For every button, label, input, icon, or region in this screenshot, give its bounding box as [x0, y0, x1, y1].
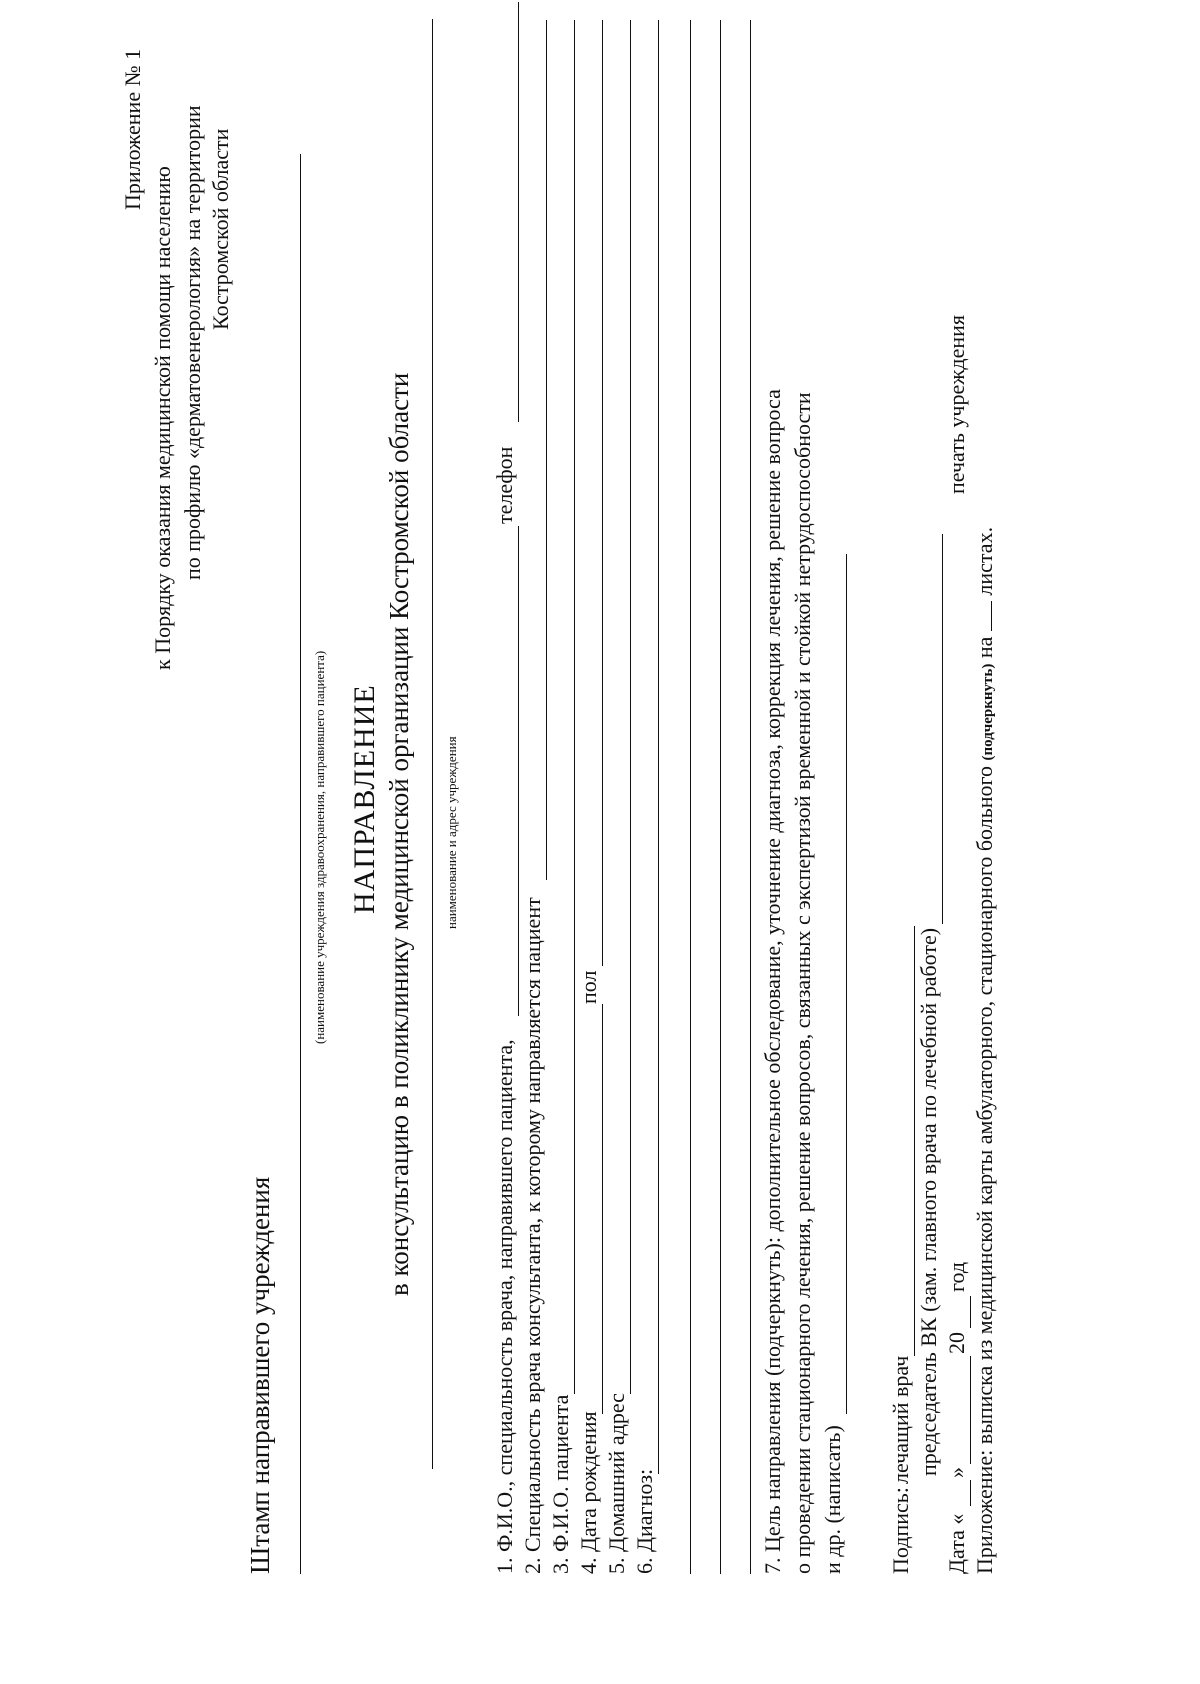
signature-doctor-line[interactable] — [914, 926, 915, 1356]
stamp-label: Штамп направившего учреждения — [245, 1176, 275, 1574]
field-referring-doctor-line[interactable] — [518, 526, 519, 1016]
annex-line-2: к Порядку оказания медицинской помощи населению — [150, 166, 175, 670]
field-consultant-specialty: 2. Специальность врача консультанта, к которому направляется пациент — [520, 897, 545, 1574]
phone-label: телефон — [492, 446, 517, 524]
date-century: 20 — [944, 1332, 969, 1354]
date-month-line[interactable] — [970, 1356, 971, 1464]
purpose-other-line[interactable] — [846, 554, 847, 1414]
purpose-line-3: и др. (написать) — [820, 1425, 845, 1574]
date-close-quote: » — [944, 1467, 969, 1478]
annex-line-1: Приложение № 1 — [120, 48, 145, 210]
date-label: Дата « — [944, 1513, 969, 1574]
seal-label: печать учреждения — [944, 314, 969, 494]
field-diagnosis-line-1[interactable] — [658, 20, 659, 1474]
field-diagnosis: 6. Диагноз: — [632, 1468, 657, 1574]
field-diagnosis-line-3[interactable] — [720, 20, 721, 1574]
signature-chairman-line[interactable] — [942, 534, 943, 924]
field-home-address-line[interactable] — [630, 20, 631, 1394]
field-sex-label: пол — [576, 970, 601, 1004]
attachment-sheets-blank[interactable] — [991, 601, 992, 631]
date-year-line[interactable] — [970, 1296, 971, 1328]
annex-line-4: Костромской области — [208, 128, 233, 330]
field-home-address: 5. Домашний адрес — [604, 1393, 629, 1574]
annex-line-3: по профилю «дерматовенерология» на территории — [180, 105, 205, 580]
field-patient-name: 3. Ф.И.О. пациента — [548, 1394, 573, 1574]
field-referring-doctor: 1. Ф.И.О., специальность врача, направившего пациента, — [492, 1039, 517, 1574]
field-patient-name-line[interactable] — [574, 20, 575, 1394]
signature-label: Подпись: — [888, 1487, 913, 1574]
field-birth-date-line[interactable] — [602, 1004, 603, 1414]
address-line — [432, 19, 433, 1469]
institution-line — [300, 154, 301, 1574]
attachment-on: на — [972, 636, 997, 659]
purpose-line-2: о проведении стационарного лечения, решение вопросов, связанных с экспертизой временной и стойкой нетрудоспособности — [790, 392, 815, 1574]
attachment-underline-note: (подчеркнуть) — [980, 663, 996, 761]
signature-chairman-label: председатель ВК (зам. главного врача по лечебной работе) — [916, 927, 941, 1476]
attachment-sheets: листах. — [972, 526, 997, 596]
field-sex-line[interactable] — [602, 20, 603, 966]
attachment-main: Приложение: выписка из медицинской карты амбулаторного, стационарного больного — [972, 765, 997, 1574]
field-diagnosis-line-2[interactable] — [690, 20, 691, 1574]
signature-doctor-label: лечащий врач — [888, 1355, 913, 1484]
field-birth-date: 4. Дата рождения — [576, 1411, 601, 1574]
field-consultant-specialty-line[interactable] — [546, 20, 547, 880]
attachment-text — [972, 527, 998, 1574]
date-year-label: год — [944, 1261, 969, 1292]
date-day-line[interactable] — [970, 1480, 971, 1506]
page-title: НАПРАВЛЕНИЕ — [348, 684, 381, 914]
phone-line[interactable] — [518, 2, 519, 422]
page-subtitle: в консультацию в поликлинику медицинской организации Костромской области — [384, 372, 414, 1296]
field-diagnosis-line-4[interactable] — [750, 20, 751, 1574]
purpose-line-1: 7. Цель направления (подчеркнуть): дополнительное обследование, уточнение диагноза, коррекция лечения, решение вопроса — [760, 389, 785, 1574]
address-caption: наименование и адрес учреждения — [444, 736, 459, 929]
institution-caption: (наименование учреждения здравоохранения, направившего пациента) — [312, 650, 327, 1044]
